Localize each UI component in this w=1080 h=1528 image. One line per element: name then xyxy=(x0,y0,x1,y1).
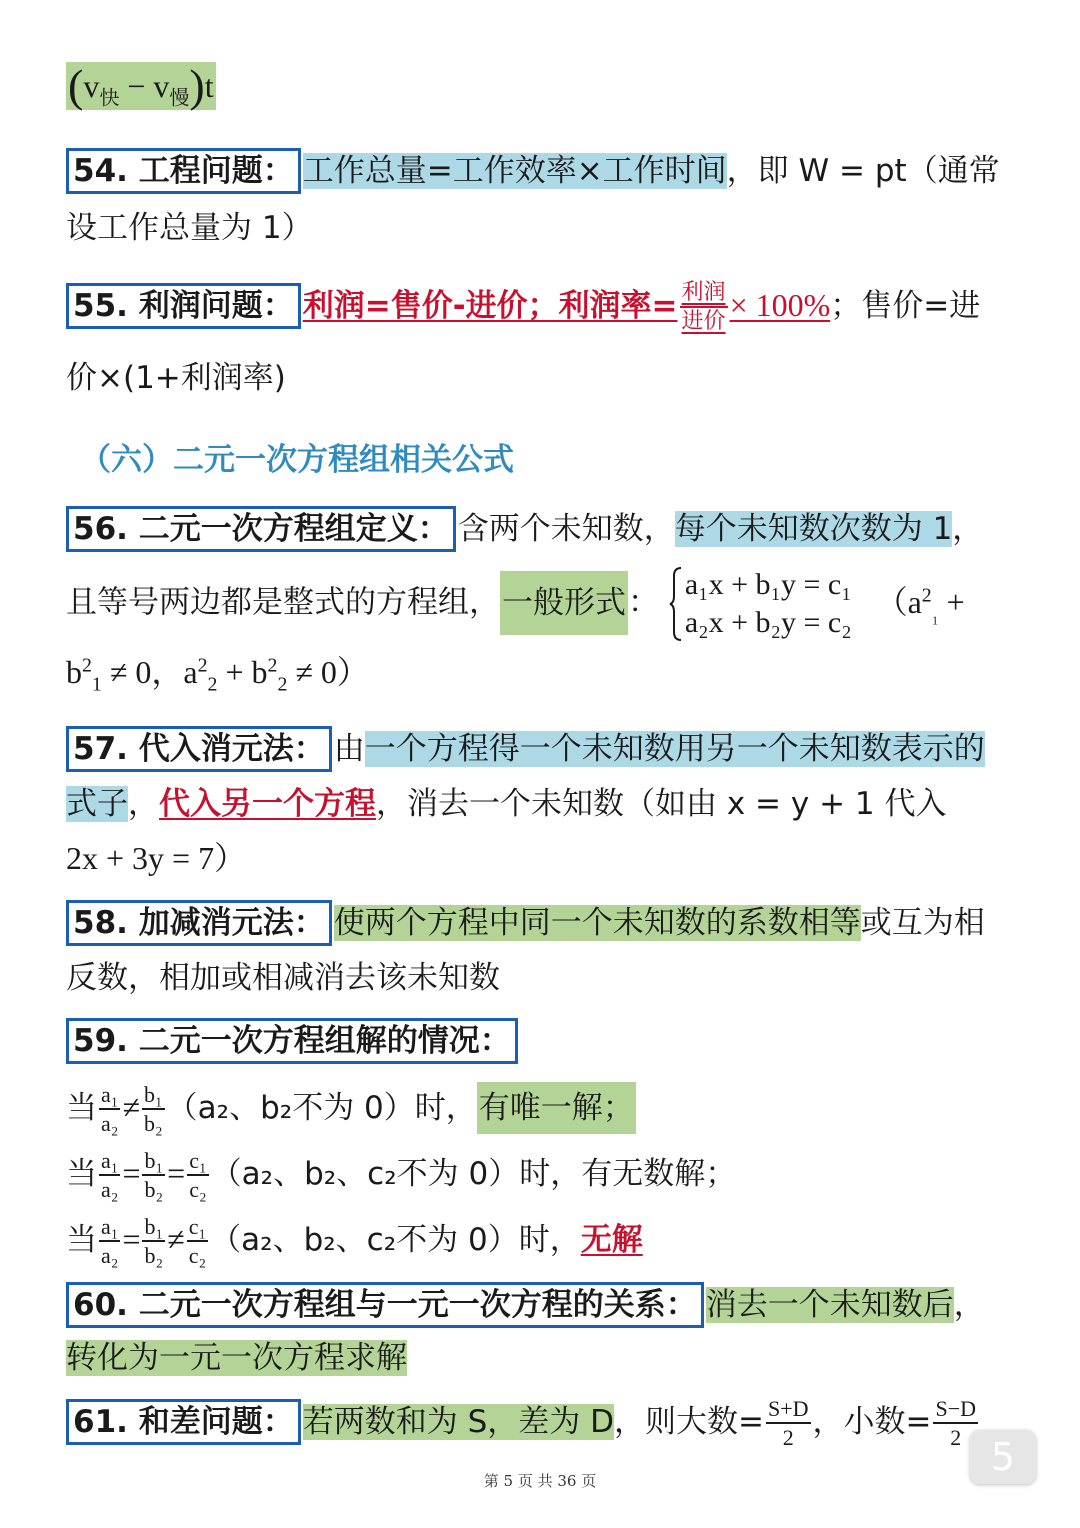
b1: b₁ xyxy=(142,1084,165,1110)
paren-open: ( xyxy=(68,60,84,111)
item-57-comma: ， xyxy=(128,786,159,822)
item-57-text: 由 xyxy=(333,731,365,767)
f2-numerator: S−D xyxy=(933,1398,978,1424)
cond-plus: + xyxy=(938,583,965,620)
section-6-title: （六）二元一次方程组相关公式 xyxy=(80,442,514,478)
cond-b2: + b xyxy=(217,654,268,690)
equation-2: a₂x + b₂y = c₂ xyxy=(684,606,852,639)
eq-sign: = xyxy=(122,1221,141,1257)
c1: c₁ xyxy=(187,1216,208,1242)
cond-b1: b xyxy=(66,654,82,690)
c2: c₂ xyxy=(188,1243,207,1268)
item-61-smaller: ，小数= xyxy=(812,1404,932,1440)
f2-denominator: 2 xyxy=(950,1425,962,1450)
page-footer: 第 5 页 共 36 页 xyxy=(483,1472,597,1490)
item-58-rest: 或互为相 xyxy=(860,905,985,941)
a1: a₁ xyxy=(99,1216,120,1242)
a1: a₁ xyxy=(99,1150,120,1176)
c1: c₁ xyxy=(187,1150,208,1176)
f1-numerator: S+D xyxy=(766,1398,811,1424)
cond-a1-sub: ₁ xyxy=(931,602,939,625)
item-60-highlight-2: 转化为一元一次方程求解 xyxy=(66,1340,407,1376)
cond-end: ≠ 0） xyxy=(287,654,369,690)
top-formula xyxy=(66,60,216,111)
cond-a1: （a xyxy=(875,583,922,620)
item-56-line2 xyxy=(66,566,965,642)
item-58-label: 58. 加减消元法： xyxy=(66,900,332,946)
item-54-line2: 设工作总量为 1） xyxy=(66,210,313,246)
fraction-denominator: 进价 xyxy=(681,309,726,334)
minus-sign: − xyxy=(127,68,146,104)
when-text: 当 xyxy=(66,1222,97,1258)
eq-sign: = xyxy=(122,1155,141,1191)
a2: a₂ xyxy=(101,1243,119,1268)
when-text: 当 xyxy=(66,1090,97,1126)
item-57-line3: 2x + 3y = 7） xyxy=(66,840,247,876)
item-58-line1 xyxy=(66,900,985,946)
item-54-label: 54. 工程问题： xyxy=(66,148,301,194)
fraction-a1-a2 xyxy=(99,1216,120,1267)
item-56-highlight: 每个未知数次数为 1 xyxy=(674,511,953,547)
t-var: t xyxy=(204,68,214,104)
fraction-b1-b2 xyxy=(142,1084,165,1135)
no-solution-red: 无解 xyxy=(580,1222,643,1258)
a2: a₂ xyxy=(101,1177,119,1202)
item-57-red: 代入另一个方程 xyxy=(159,786,376,822)
fraction-bigger xyxy=(766,1398,811,1449)
item-54-line1 xyxy=(66,148,1000,194)
b2: b₂ xyxy=(144,1111,163,1136)
item-60-label: 60. 二元一次方程组与一元一次方程的关系： xyxy=(66,1282,704,1328)
cond-ne-a2: ≠ 0，a xyxy=(101,654,198,690)
paren-close: ) xyxy=(189,60,205,111)
fraction-b1-b2 xyxy=(142,1216,165,1267)
fraction-numerator: 利润 xyxy=(680,282,728,308)
ne-sign: ≠ xyxy=(167,1221,185,1257)
item-54-rest: ，即 W = pt（通常 xyxy=(726,153,1000,189)
item-54-highlight: 工作总量=工作效率×工作时间 xyxy=(302,153,727,189)
top-formula-highlight xyxy=(66,62,216,110)
item-61-label: 61. 和差问题： xyxy=(66,1399,301,1445)
item-56-line3: $b^2_1 \ne 0$，$a^2_2 + b^2_2 \ne 0$） xyxy=(66,654,369,696)
item-61-highlight: 若两数和为 S，差为 D xyxy=(302,1404,614,1440)
general-form-highlight: 一般形式 xyxy=(500,571,628,635)
a2: a₂ xyxy=(101,1111,119,1136)
sub-slow: 慢 xyxy=(169,87,190,110)
equation-1: a₁x + b₁y = c₁ xyxy=(684,568,852,601)
fraction-c1-c2 xyxy=(187,1216,208,1267)
colon: ： xyxy=(628,584,659,621)
item-56-comma: ， xyxy=(952,511,984,547)
item-57-highlight: 一个方程得一个未知数用另一个未知数表示的 xyxy=(364,731,985,767)
item-57-line1 xyxy=(66,726,985,772)
case-1-condition: （a₂、b₂不为 0）时， xyxy=(166,1090,477,1126)
fraction-b1-b2 xyxy=(142,1150,165,1201)
item-55-label: 55. 利润问题： xyxy=(66,283,301,329)
item-58-line2: 反数，相加或相减消去该未知数 xyxy=(66,960,500,996)
fraction-a1-a2 xyxy=(99,1150,120,1201)
v-slow: v xyxy=(153,68,170,104)
a1: a₁ xyxy=(99,1084,120,1110)
b2: b₂ xyxy=(144,1243,164,1268)
item-56-line1 xyxy=(66,506,983,552)
b1: b₁ xyxy=(142,1216,165,1242)
item-57-line2 xyxy=(66,782,947,826)
item-56-line2-text: 且等号两边都是整式的方程组， xyxy=(66,584,500,621)
page-number-badge[interactable]: 5 xyxy=(970,1430,1036,1484)
case-1-highlight: 有唯一解； xyxy=(477,1082,636,1134)
ne-sign: ≠ xyxy=(122,1089,140,1125)
v-fast: v xyxy=(83,68,100,104)
item-59-case-3 xyxy=(66,1216,643,1267)
fraction-a1-a2 xyxy=(99,1084,120,1135)
item-57-label: 57. 代入消元法： xyxy=(66,726,332,772)
item-60-line1 xyxy=(66,1282,985,1328)
item-61-line1 xyxy=(66,1398,980,1449)
item-56-text: 含两个未知数， xyxy=(457,511,675,547)
b2: b₂ xyxy=(144,1177,164,1202)
case-3-condition: （a₂、b₂、c₂不为 0）时， xyxy=(210,1222,581,1258)
f1-denominator: 2 xyxy=(782,1425,794,1450)
item-57-highlight-2: 式子 xyxy=(66,786,128,822)
b1: b₁ xyxy=(142,1150,165,1176)
item-55-rest: ；售价=进 xyxy=(830,288,981,324)
item-58-highlight: 使两个方程中同一个未知数的系数相等 xyxy=(333,905,861,941)
fraction-c1-c2 xyxy=(187,1150,208,1201)
left-brace-icon xyxy=(669,566,683,642)
item-57-rest: ，消去一个未知数（如由 x = y + 1 代入 xyxy=(376,786,947,822)
item-56-label: 56. 二元一次方程组定义： xyxy=(66,506,456,552)
eq-sign: = xyxy=(167,1155,186,1191)
item-60-line2 xyxy=(66,1336,407,1380)
item-59-case-1 xyxy=(66,1084,636,1135)
item-59-label: 59. 二元一次方程组解的情况： xyxy=(66,1018,518,1064)
equation-system xyxy=(669,566,852,642)
item-55-red-formula: 利润=售价-进价；利润率= xyxy=(302,288,678,324)
when-text: 当 xyxy=(66,1156,97,1192)
item-59-line1 xyxy=(66,1018,520,1064)
profit-rate-fraction xyxy=(680,282,728,333)
item-60-highlight: 消去一个未知数后 xyxy=(705,1287,954,1323)
item-59-case-2 xyxy=(66,1150,736,1201)
c2: c₂ xyxy=(189,1177,207,1202)
condition-start: （$a^2_{_1}$ + xyxy=(875,583,965,625)
item-60-comma: ， xyxy=(953,1287,985,1323)
sub-fast: 快 xyxy=(99,87,120,110)
item-55-line1 xyxy=(66,282,980,333)
item-61-bigger: ，则大数= xyxy=(613,1404,764,1440)
item-55-line2: 价×(1+利润率) xyxy=(66,360,286,396)
case-2-condition: （a₂、b₂、c₂不为 0）时，有无数解； xyxy=(210,1156,737,1192)
item-55-percent: × 100% xyxy=(729,287,831,323)
